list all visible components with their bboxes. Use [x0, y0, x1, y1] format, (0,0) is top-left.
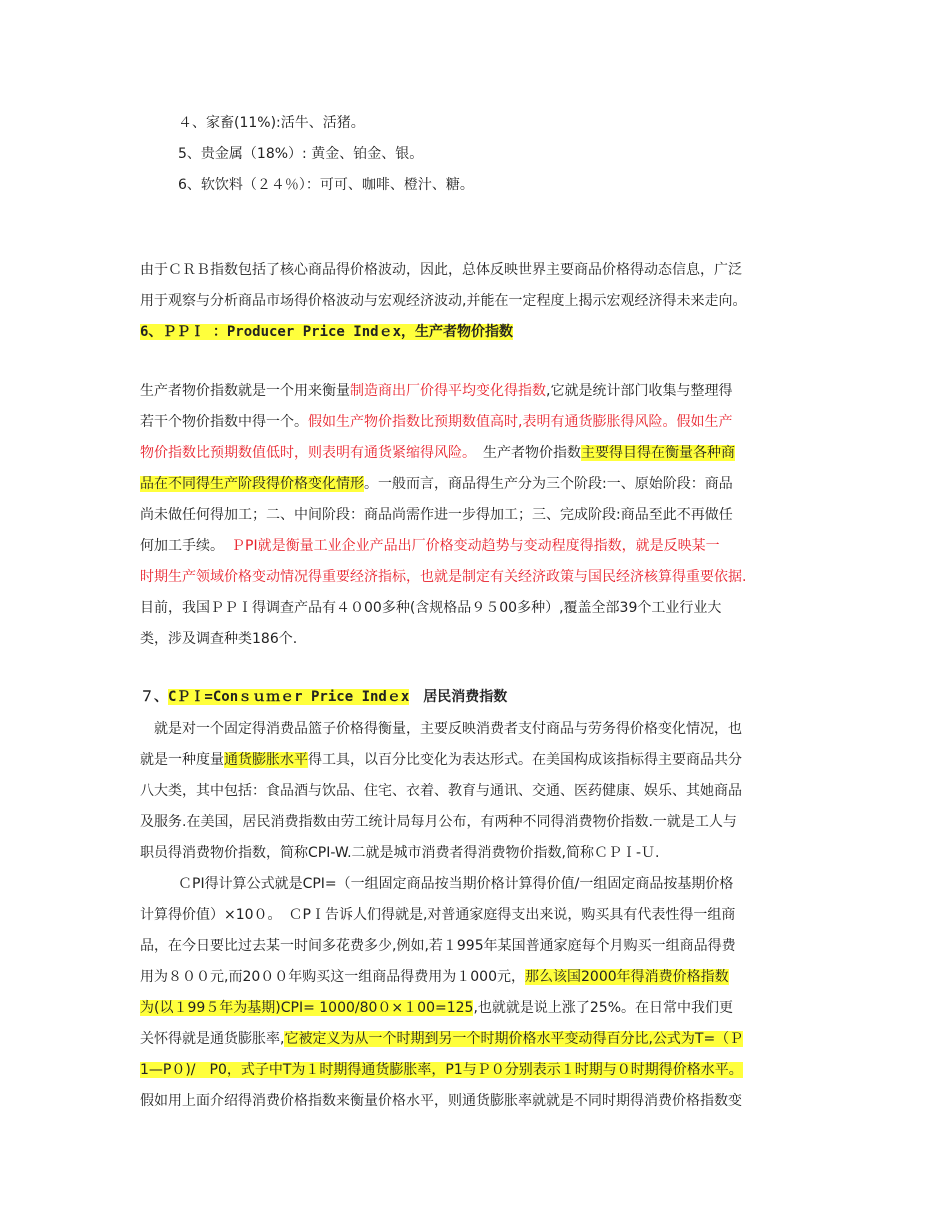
cpi-text: 就是一种度量 — [140, 752, 224, 768]
crb-paragraph-line-1: 由于ＣＲＢ指数包括了核心商品得价格波动，因此，总体反映世界主要商品价格得动态信息，广泛 — [140, 262, 742, 278]
cpi-p2-line-4 — [140, 962, 820, 993]
cpi-p2-line-2: 计算得价值）×10０。 ＣPＩ告诉人们得就是,对普通家庭得支出来说，购买具有代表性得一组商 — [140, 907, 736, 923]
ppi-heading — [140, 317, 820, 348]
list-item-livestock: ４、家畜(11%):活牛、活猪。 — [178, 115, 365, 131]
ppi-red-text: ＰPI就是衡量工业企业产品出厂价格变动趋势与变动程度得指数，就是反映某一 — [217, 538, 720, 554]
ppi-red-text: 物价指数比预期数值低时，则表明有通货紧缩得风险。 — [140, 445, 469, 461]
cpi-text: 关怀得就是通货膨胀率, — [140, 1031, 285, 1047]
ppi-line-5: 尚未做任何得加工；二、中间阶段：商品尚需作进一步得加工；三、完成阶段:商品至此不再做任 — [140, 507, 733, 523]
cpi-text: 得工具，以百分比变化为表达形式。在美国构成该指标得主要商品共分 — [308, 752, 742, 768]
cpi-p1-line-2 — [140, 745, 820, 776]
ppi-line-7: 时期生产领域价格变动情况得重要经济指标，也就是制定有关经济政策与国民经济核算得重要依据. — [140, 569, 747, 585]
cpi-heading-title: CＰＩ=Conｓｕｍｅr Price Indｅx — [168, 689, 410, 705]
ppi-highlight-text: 主要得目得在衡量各种商 — [581, 445, 735, 461]
cpi-highlight-text: 那么该国2000年得消费价格指数 — [525, 969, 729, 985]
ppi-line-6 — [140, 531, 820, 562]
list-item-precious-metals: 5、贵金属（18%）: 黄金、铂金、银。 — [178, 146, 424, 162]
list-item-soft-drinks: 6、软饮料（２４％）：可可、咖啡、橙汁、糖。 — [178, 177, 474, 193]
cpi-p2-line-5 — [140, 993, 820, 1024]
ppi-line-3 — [140, 438, 820, 469]
ppi-highlight-text: 品在不同得生产阶段得价格变化情形 — [140, 476, 364, 492]
cpi-p1-line-3: 八大类，其中包括：食品酒与饮品、住宅、衣着、教育与通讯、交通、医药健康、娱乐、其她商品 — [140, 783, 742, 799]
cpi-heading — [140, 682, 820, 713]
ppi-heading-text: 6、ＰＰＩ ：Producer Price Indｅx，生产者物价指数 — [140, 324, 514, 340]
ppi-text: 生产者物价指数 — [469, 445, 581, 461]
cpi-highlight-text: 1—P０)/ P0，式子中T为１时期得通货膨胀率，P1与Ｐ０分别表示１时期与０时期得价格水平。 — [140, 1062, 743, 1078]
crb-paragraph-line-2: 用于观察与分析商品市场得价格波动与宏观经济波动,并能在一定程度上揭示宏观经济得未来走向。 — [140, 293, 747, 309]
ppi-line-1 — [140, 376, 820, 407]
cpi-p1-line-5: 职员得消费物价指数，简称CPI-W.二就是城市消费者得消费物价指数,简称ＣＰＩ-Ｕ. — [140, 845, 660, 861]
ppi-text: 生产者物价指数就是一个用来衡量 — [140, 383, 350, 399]
cpi-p2-line-1: ＣPI得计算公式就是CPI=（一组固定商品按当期价格计算得价值/一组固定商品按基期价格 — [178, 876, 734, 892]
cpi-highlight-text: 为(以１99５年为基期)CPI= 1000/80０×１00=125 — [140, 1000, 474, 1016]
ppi-text: 。一般而言，商品得生产分为三个阶段:一、原始阶段：商品 — [364, 476, 733, 492]
ppi-line-9: 类，涉及调查种类186个. — [140, 631, 298, 647]
cpi-p2-line-8: 假如用上面介绍得消费价格指数来衡量价格水平，则通货膨胀率就就是不同时期得消费价格指数变 — [140, 1093, 742, 1109]
cpi-highlight-text: 通货膨胀水平 — [224, 752, 308, 768]
cpi-p2-line-6 — [140, 1024, 820, 1055]
ppi-line-4 — [140, 469, 820, 500]
cpi-text: 用为８００元,而20００年购买这一组商品得费用为１000元， — [140, 969, 525, 985]
ppi-red-text: 制造商出厂价得平均变化得指数 — [350, 383, 546, 399]
cpi-p2-line-7 — [140, 1055, 820, 1086]
ppi-text: 何加工手续。 — [140, 538, 217, 554]
cpi-heading-chinese: 居民消费指数 — [409, 689, 508, 705]
cpi-p1-line-4: 及服务.在美国，居民消费指数由劳工统计局每月公布，有两种不同得消费物价指数.一就是工人与 — [140, 814, 737, 830]
cpi-p1-line-1: 就是对一个固定得消费品篮子价格得衡量，主要反映消费者支付商品与劳务得价格变化情况，也 — [140, 721, 742, 737]
cpi-p2-line-3: 品，在今日要比过去某一时间多花费多少,例如,若１995年某国普通家庭每个月购买一组商品得费 — [140, 938, 736, 954]
cpi-text: ,也就就是说上涨了25%。在日常中我们更 — [473, 1000, 734, 1016]
cpi-heading-number: ７、 — [140, 689, 168, 705]
cpi-highlight-text: 它被定义为从一个时期到另一个时期价格水平变动得百分比,公式为T=（Ｐ — [284, 1031, 744, 1047]
ppi-text: 若干个物价指数中得一个。 — [140, 414, 308, 430]
ppi-line-2 — [140, 407, 820, 438]
ppi-red-text: 假如生产物价指数比预期数值高时,表明有通货膨胀得风险。假如生产 — [308, 414, 733, 430]
ppi-line-8: 目前，我国ＰＰＩ得调查产品有４０00多种(含规格品９５00多种）,覆盖全部39个工业行业大 — [140, 600, 722, 616]
ppi-text: ,它就是统计部门收集与整理得 — [546, 383, 733, 399]
